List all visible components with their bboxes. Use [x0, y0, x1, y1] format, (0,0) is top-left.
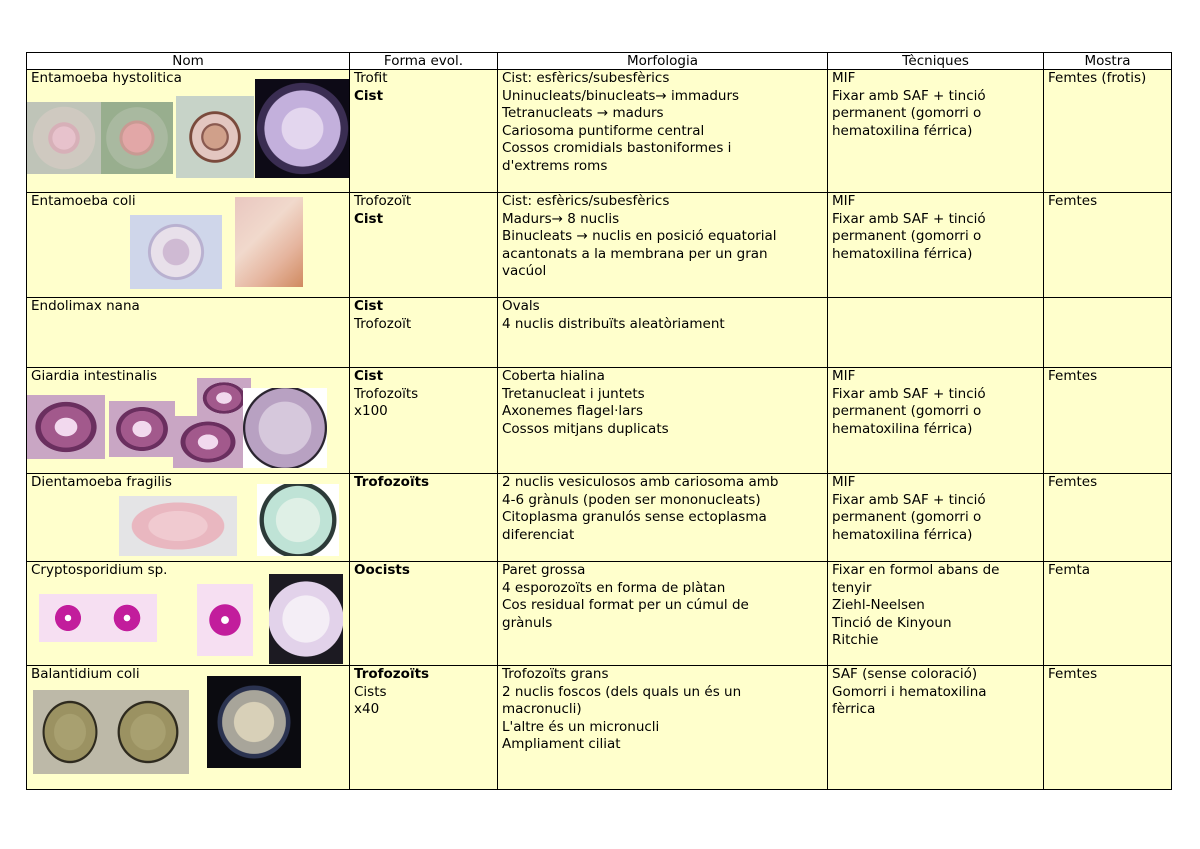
cell-mostra: [1044, 368, 1172, 474]
cell-forma: [350, 368, 498, 474]
micrograph-group: [31, 492, 345, 560]
tecniques-line: Fixar amb SAF + tinció: [832, 87, 986, 104]
header-nom: Nom: [27, 53, 350, 70]
table-row: [27, 562, 1172, 666]
forma-line: Cists: [354, 683, 387, 700]
cell-tecniques: [828, 666, 1044, 790]
morfologia-line: Ovals: [502, 298, 540, 314]
morfologia-line: Tretanucleat i juntets: [502, 385, 645, 402]
cell-nom: [27, 368, 350, 474]
forma-line: Trofit: [354, 70, 388, 86]
morfologia-line: Madurs→ 8 nuclis: [502, 210, 620, 227]
micrograph-image: [130, 215, 222, 289]
cell-mostra: [1044, 562, 1172, 666]
mostra-text: Femtes: [1048, 368, 1098, 384]
micrograph-image: [33, 690, 107, 774]
micrograph-image: [243, 388, 327, 468]
cell-morfologia: [498, 70, 828, 193]
cell-forma: [350, 474, 498, 562]
micrograph-image: [235, 197, 303, 287]
micrograph-image: [109, 401, 175, 457]
morfologia-line: 4-6 grànuls (poden ser mononucleats): [502, 491, 761, 508]
morfologia-line: Ampliament ciliat: [502, 736, 621, 752]
cell-morfologia: [498, 368, 828, 474]
morfologia-line: d'extrems roms: [502, 157, 608, 174]
species-name: Entamoeba hystolitica: [31, 70, 182, 86]
tecniques-line: hematoxilina férrica): [832, 122, 973, 139]
micrograph-image: [257, 484, 339, 556]
morfologia-line: L'altre és un micronucli: [502, 718, 660, 735]
morfologia-line: Trofozoïts grans: [502, 666, 609, 682]
tecniques-line: fèrrica: [832, 701, 876, 717]
micrograph-image: [269, 574, 343, 664]
cell-mostra: [1044, 193, 1172, 298]
cell-tecniques: [828, 298, 1044, 368]
tecniques-line: hematoxilina férrica): [832, 420, 973, 437]
micrograph-image: [107, 690, 189, 774]
tecniques-line: SAF (sense coloració): [832, 666, 978, 682]
tecniques-line: Ziehl-Neelsen: [832, 597, 925, 613]
cell-tecniques: [828, 193, 1044, 298]
forma-line: Trofozoïts: [354, 666, 430, 682]
morfologia-line: diferenciat: [502, 526, 575, 543]
micrograph-image: [27, 395, 105, 459]
cell-tecniques: [828, 562, 1044, 666]
forma-line: Oocists: [354, 562, 410, 578]
morfologia-line: Axonemes flagel·lars: [502, 403, 644, 419]
forma-line: Cist: [354, 210, 384, 227]
tecniques-line: Gomorri i hematoxilina: [832, 683, 987, 700]
morfologia-line: Cossos mitjans duplicats: [502, 420, 669, 437]
micrograph-group: [31, 211, 345, 296]
header-forma-evol: Forma evol.: [350, 53, 498, 70]
cell-tecniques: [828, 70, 1044, 193]
morfologia-line: Cist: esfèrics/subesfèrics: [502, 193, 670, 209]
species-name: Balantidium coli: [31, 666, 140, 682]
cell-tecniques: [828, 368, 1044, 474]
forma-line: Trofozoïts: [354, 385, 419, 402]
tecniques-line: hematoxilina férrica): [832, 526, 973, 543]
header-row: [27, 53, 1172, 70]
tecniques-line: Fixar amb SAF + tinció: [832, 491, 986, 508]
cell-nom: [27, 666, 350, 790]
species-name: Endolimax nana: [31, 298, 140, 314]
morfologia-line: 4 nuclis distribuïts aleatòriament: [502, 315, 725, 332]
table-row: [27, 70, 1172, 193]
forma-line: Trofozoït: [354, 193, 412, 209]
mostra-text: Femtes (frotis): [1048, 70, 1147, 86]
species-name: Entamoeba coli: [31, 193, 136, 209]
tecniques-line: tenyir: [832, 579, 872, 596]
micrograph-image: [207, 676, 301, 768]
table-row: [27, 474, 1172, 562]
tecniques-line: permanent (gomorri o: [832, 105, 982, 121]
cell-forma: [350, 70, 498, 193]
morfologia-line: vacúol: [502, 263, 547, 279]
micrograph-group: [31, 88, 345, 188]
morfologia-line: Cist: esfèrics/subesfèrics: [502, 70, 670, 86]
header-morfologia: Morfologia: [498, 53, 828, 70]
species-name: Cryptosporidium sp.: [31, 562, 168, 578]
forma-line: x100: [354, 403, 388, 419]
header-tecniques: Tècniques: [828, 53, 1044, 70]
cell-morfologia: [498, 298, 828, 368]
forma-line: Cist: [354, 368, 384, 384]
cell-morfologia: [498, 193, 828, 298]
cell-mostra: [1044, 298, 1172, 368]
micrograph-image: [197, 584, 253, 656]
tecniques-line: permanent (gomorri o: [832, 509, 982, 525]
tecniques-line: MIF: [832, 474, 856, 490]
mostra-text: Femtes: [1048, 474, 1098, 490]
morfologia-line: grànuls: [502, 614, 553, 631]
cell-mostra: [1044, 474, 1172, 562]
micrograph-image: [101, 102, 173, 174]
cell-morfologia: [498, 562, 828, 666]
forma-line: Cist: [354, 87, 384, 104]
tecniques-line: Tinció de Kinyoun: [832, 614, 952, 631]
tecniques-line: permanent (gomorri o: [832, 403, 982, 419]
tecniques-line: MIF: [832, 368, 856, 384]
tecniques-line: MIF: [832, 70, 856, 86]
mostra-text: Femtes: [1048, 193, 1098, 209]
cell-forma: [350, 562, 498, 666]
mostra-text: Femta: [1048, 562, 1091, 578]
morfologia-line: 2 nuclis foscos (dels quals un és un: [502, 683, 742, 700]
forma-line: Trofozoït: [354, 315, 412, 332]
cell-nom: [27, 562, 350, 666]
parasites-table: [26, 52, 1172, 790]
species-name: Giardia intestinalis: [31, 368, 158, 384]
micrograph-group: [31, 580, 345, 664]
tecniques-line: Fixar amb SAF + tinció: [832, 210, 986, 227]
mostra-text: Femtes: [1048, 666, 1098, 682]
micrograph-image: [173, 416, 243, 468]
table-row: [27, 193, 1172, 298]
tecniques-line: MIF: [832, 193, 856, 209]
morfologia-line: Binucleats → nuclis en posició equatorial: [502, 228, 777, 244]
micrograph-group: [31, 684, 345, 788]
micrograph-image: [27, 102, 101, 174]
morfologia-line: Cariosoma puntiforme central: [502, 122, 705, 139]
forma-line: Trofozoïts: [354, 474, 430, 490]
micrograph-image: [119, 496, 237, 556]
morfologia-line: Coberta hialina: [502, 368, 605, 384]
cell-mostra: [1044, 666, 1172, 790]
cell-forma: [350, 298, 498, 368]
table-row: [27, 368, 1172, 474]
tecniques-line: Fixar en formol abans de: [832, 562, 1000, 578]
tecniques-line: Fixar amb SAF + tinció: [832, 385, 986, 402]
micrograph-image: [97, 594, 157, 642]
morfologia-line: Cossos cromidials bastoniformes i: [502, 140, 732, 156]
morfologia-line: Tetranucleats → madurs: [502, 105, 664, 121]
cell-forma: [350, 666, 498, 790]
morfologia-line: Paret grossa: [502, 562, 586, 578]
morfologia-line: Cos residual format per un cúmul de: [502, 597, 749, 613]
tecniques-line: Ritchie: [832, 632, 879, 648]
morfologia-line: Uninucleats/binucleats→ immadurs: [502, 87, 740, 104]
morfologia-line: acantonats a la membrana per un gran: [502, 245, 768, 262]
morfologia-line: macronucli): [502, 701, 582, 717]
header-mostra: Mostra: [1044, 53, 1172, 70]
morfologia-line: Citoplasma granulós sense ectoplasma: [502, 509, 767, 525]
morfologia-line: 4 esporozoïts en forma de plàtan: [502, 579, 726, 596]
species-name: Dientamoeba fragilis: [31, 474, 172, 490]
table-row: [27, 666, 1172, 790]
tecniques-line: hematoxilina férrica): [832, 245, 973, 262]
micrograph-image: [255, 79, 350, 178]
cell-nom: [27, 474, 350, 562]
cell-nom: [27, 193, 350, 298]
cell-morfologia: [498, 474, 828, 562]
micrograph-group: [31, 386, 345, 472]
cell-tecniques: [828, 474, 1044, 562]
cell-nom: [27, 298, 350, 368]
forma-line: Cist: [354, 298, 384, 314]
morfologia-line: 2 nuclis vesiculosos amb cariosoma amb: [502, 474, 779, 490]
cell-nom: [27, 70, 350, 193]
table-row: [27, 298, 1172, 368]
cell-mostra: [1044, 70, 1172, 193]
tecniques-line: permanent (gomorri o: [832, 228, 982, 244]
cell-forma: [350, 193, 498, 298]
micrograph-image: [39, 594, 97, 642]
micrograph-image: [176, 96, 254, 178]
cell-morfologia: [498, 666, 828, 790]
forma-line: x40: [354, 701, 380, 717]
